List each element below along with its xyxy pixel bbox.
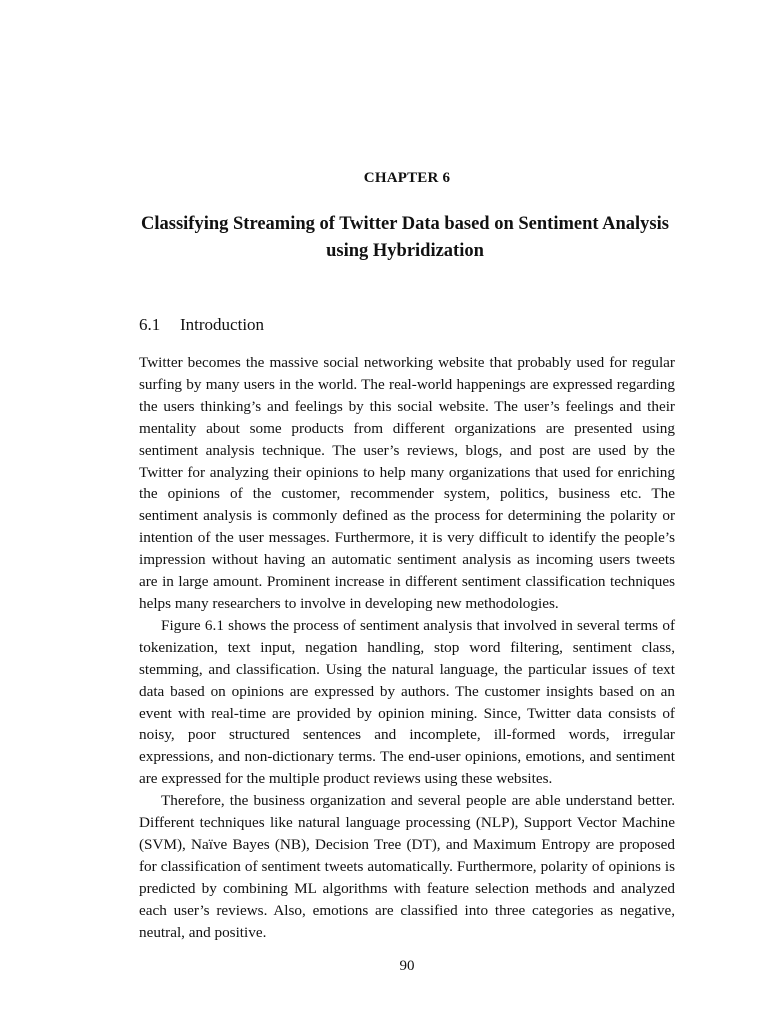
chapter-label: CHAPTER 6 — [363, 170, 451, 186]
section-number: 6.1 — [139, 315, 161, 334]
paragraph-3: Therefore, the business organization and several people are able understand better. Different techniques like natural language processing (NLP), Support Vector Machine (SVM), Naïve Bayes (NB), Decision Tree (DT), and Maximum Entropy are proposed for classification of sentiment tweets automatically. Furthermore, polarity of opinions is predicted by combining ML algorithms with feature selection methods and analyzed each user’s reviews. Also, emotions are classified into three categories as negative, neutral, and positive. — [139, 792, 675, 941]
paragraph-1: Twitter becomes the massive social networking website that probably used for regular surfing by many users in the world. The real-world happenings are expressed regarding the users thinking’s and feelings by this social website. The user’s feelings and their mentality about some products from different organizations are presented using sentiment analysis technique. The user’s reviews, blogs, and post are used by the Twitter for analyzing their opinions to help many organizations that used for enriching the opinions of the customer, recommender system, politics, business etc. The sentiment analysis is commonly defined as the process for determining the polarity or intention of the user messages. Furthermore, it is very difficult to identify the people’s impression without having an automatic sentiment analysis as incoming users tweets are in large amount. Prominent increase in different sentiment classification techniques helps many researchers to involve in developing new methodologies. — [139, 354, 675, 612]
chapter-title: Classifying Streaming of Twitter Data based on Sentiment Analysis using Hybridization — [141, 214, 669, 261]
body-text — [139, 352, 675, 943]
page-number: 90 — [399, 958, 415, 974]
section-heading — [139, 315, 264, 335]
paragraph-2: Figure 6.1 shows the process of sentiment analysis that involved in several terms of tokenization, text input, negation handling, stop word filtering, sentiment class, stemming, and classification. Using the natural language, the particular issues of text data based on opinions are expressed by authors. The customer insights based on an event with real-time are provided by opinion mining. Since, Twitter data consists of noisy, poor structured sentences and incomplete, ill-formed words, irregular expressions, and non-dictionary terms. The end-user opinions, emotions, and sentiment are expressed for the multiple product reviews using these websites. — [139, 616, 675, 788]
section-title: Introduction — [180, 315, 265, 334]
